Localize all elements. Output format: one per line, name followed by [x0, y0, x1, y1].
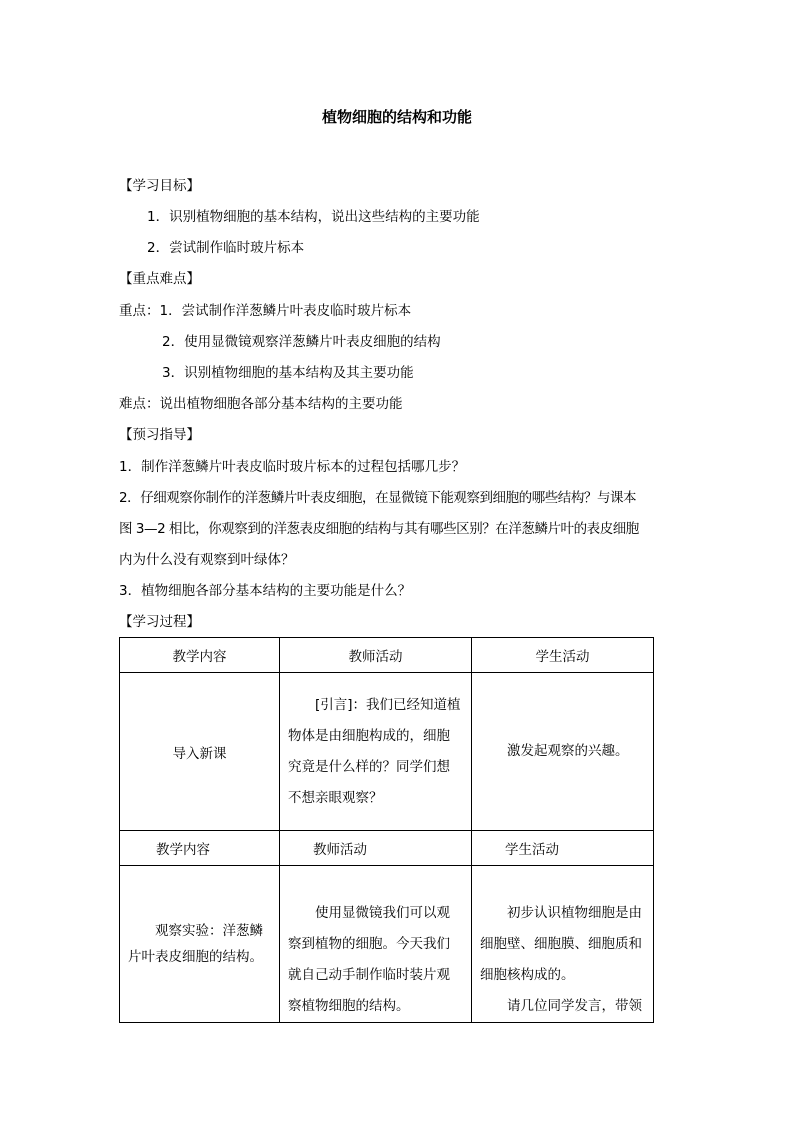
- keypoint-item: 重点：1．尝试制作洋葱鳞片叶表皮临时玻片标本: [119, 303, 412, 319]
- preview-heading: 【预习指导】: [119, 427, 200, 443]
- teacher-activity-text: [引言]：我们已经知道植物体是由细胞构成的，细胞究竟是什么样的？同学们想不想亲眼观察？: [288, 696, 461, 806]
- preview-question: 2．仔细观察你制作的洋葱鳞片叶表皮细胞，在显微镜下能观察到细胞的哪些结构？与课本: [119, 490, 637, 506]
- student-activity-text: 初步认识植物细胞是由细胞壁、细胞膜、细胞质和细胞核构成的。: [480, 905, 642, 983]
- goal-item: 1．识别植物细胞的基本结构，说出这些结构的主要功能: [147, 209, 480, 225]
- learning-process-table: [119, 637, 654, 1023]
- preview-question-continued: 内为什么没有观察到叶绿体？: [119, 552, 295, 568]
- preview-question: 1．制作洋葱鳞片叶表皮临时玻片标本的过程包括哪几步？: [119, 459, 466, 475]
- header-cell: 教师活动: [280, 831, 472, 866]
- keypoint-item: 2．使用显微镜观察洋葱鳞片叶表皮细胞的结构: [162, 334, 441, 350]
- header-cell: 学生活动: [472, 831, 654, 866]
- table-row: [120, 673, 654, 831]
- header-cell: 教师活动: [280, 638, 472, 673]
- preview-question-continued: 图 3—2 相比，你观察到的洋葱表皮细胞的结构与其有哪些区别？在洋葱鳞片叶的表皮细胞: [119, 521, 639, 537]
- table-row: [120, 866, 654, 1023]
- table-cell: [472, 673, 654, 831]
- keypoints-heading: 【重点难点】: [119, 271, 200, 287]
- table-header-row: [120, 831, 654, 866]
- preview-question: 3．植物细胞各部分基本结构的主要功能是什么？: [119, 583, 412, 599]
- difficulty-line: 难点：说出植物细胞各部分基本结构的主要功能: [119, 396, 403, 412]
- goals-heading: 【学习目标】: [119, 178, 200, 194]
- keypoint-item: 3．识别植物细胞的基本结构及其主要功能: [162, 365, 414, 381]
- student-activity-text: 激发起观察的兴趣。: [507, 743, 629, 759]
- table-cell: [280, 866, 472, 1023]
- goal-item: 2．尝试制作临时玻片标本: [147, 240, 305, 256]
- table-cell: 导入新课: [120, 673, 280, 831]
- header-cell: 教学内容: [120, 831, 280, 866]
- header-cell: 学生活动: [472, 638, 654, 673]
- table-cell: [280, 673, 472, 831]
- process-heading: 【学习过程】: [119, 614, 200, 630]
- content-text: 观察实验：洋葱鳞片叶表皮细胞的结构。: [128, 923, 263, 965]
- table-cell: [472, 866, 654, 1023]
- document-title: 植物细胞的结构和功能: [321, 108, 472, 126]
- teacher-activity-text: 使用显微镜我们可以观察到植物的细胞。今天我们就自己动手制作临时装片观察植物细胞的结构。: [288, 905, 450, 1014]
- student-activity-text: 请几位同学发言，带领: [507, 998, 642, 1014]
- table-cell: [120, 866, 280, 1023]
- table-header-row: [120, 638, 654, 673]
- header-cell: 教学内容: [120, 638, 280, 673]
